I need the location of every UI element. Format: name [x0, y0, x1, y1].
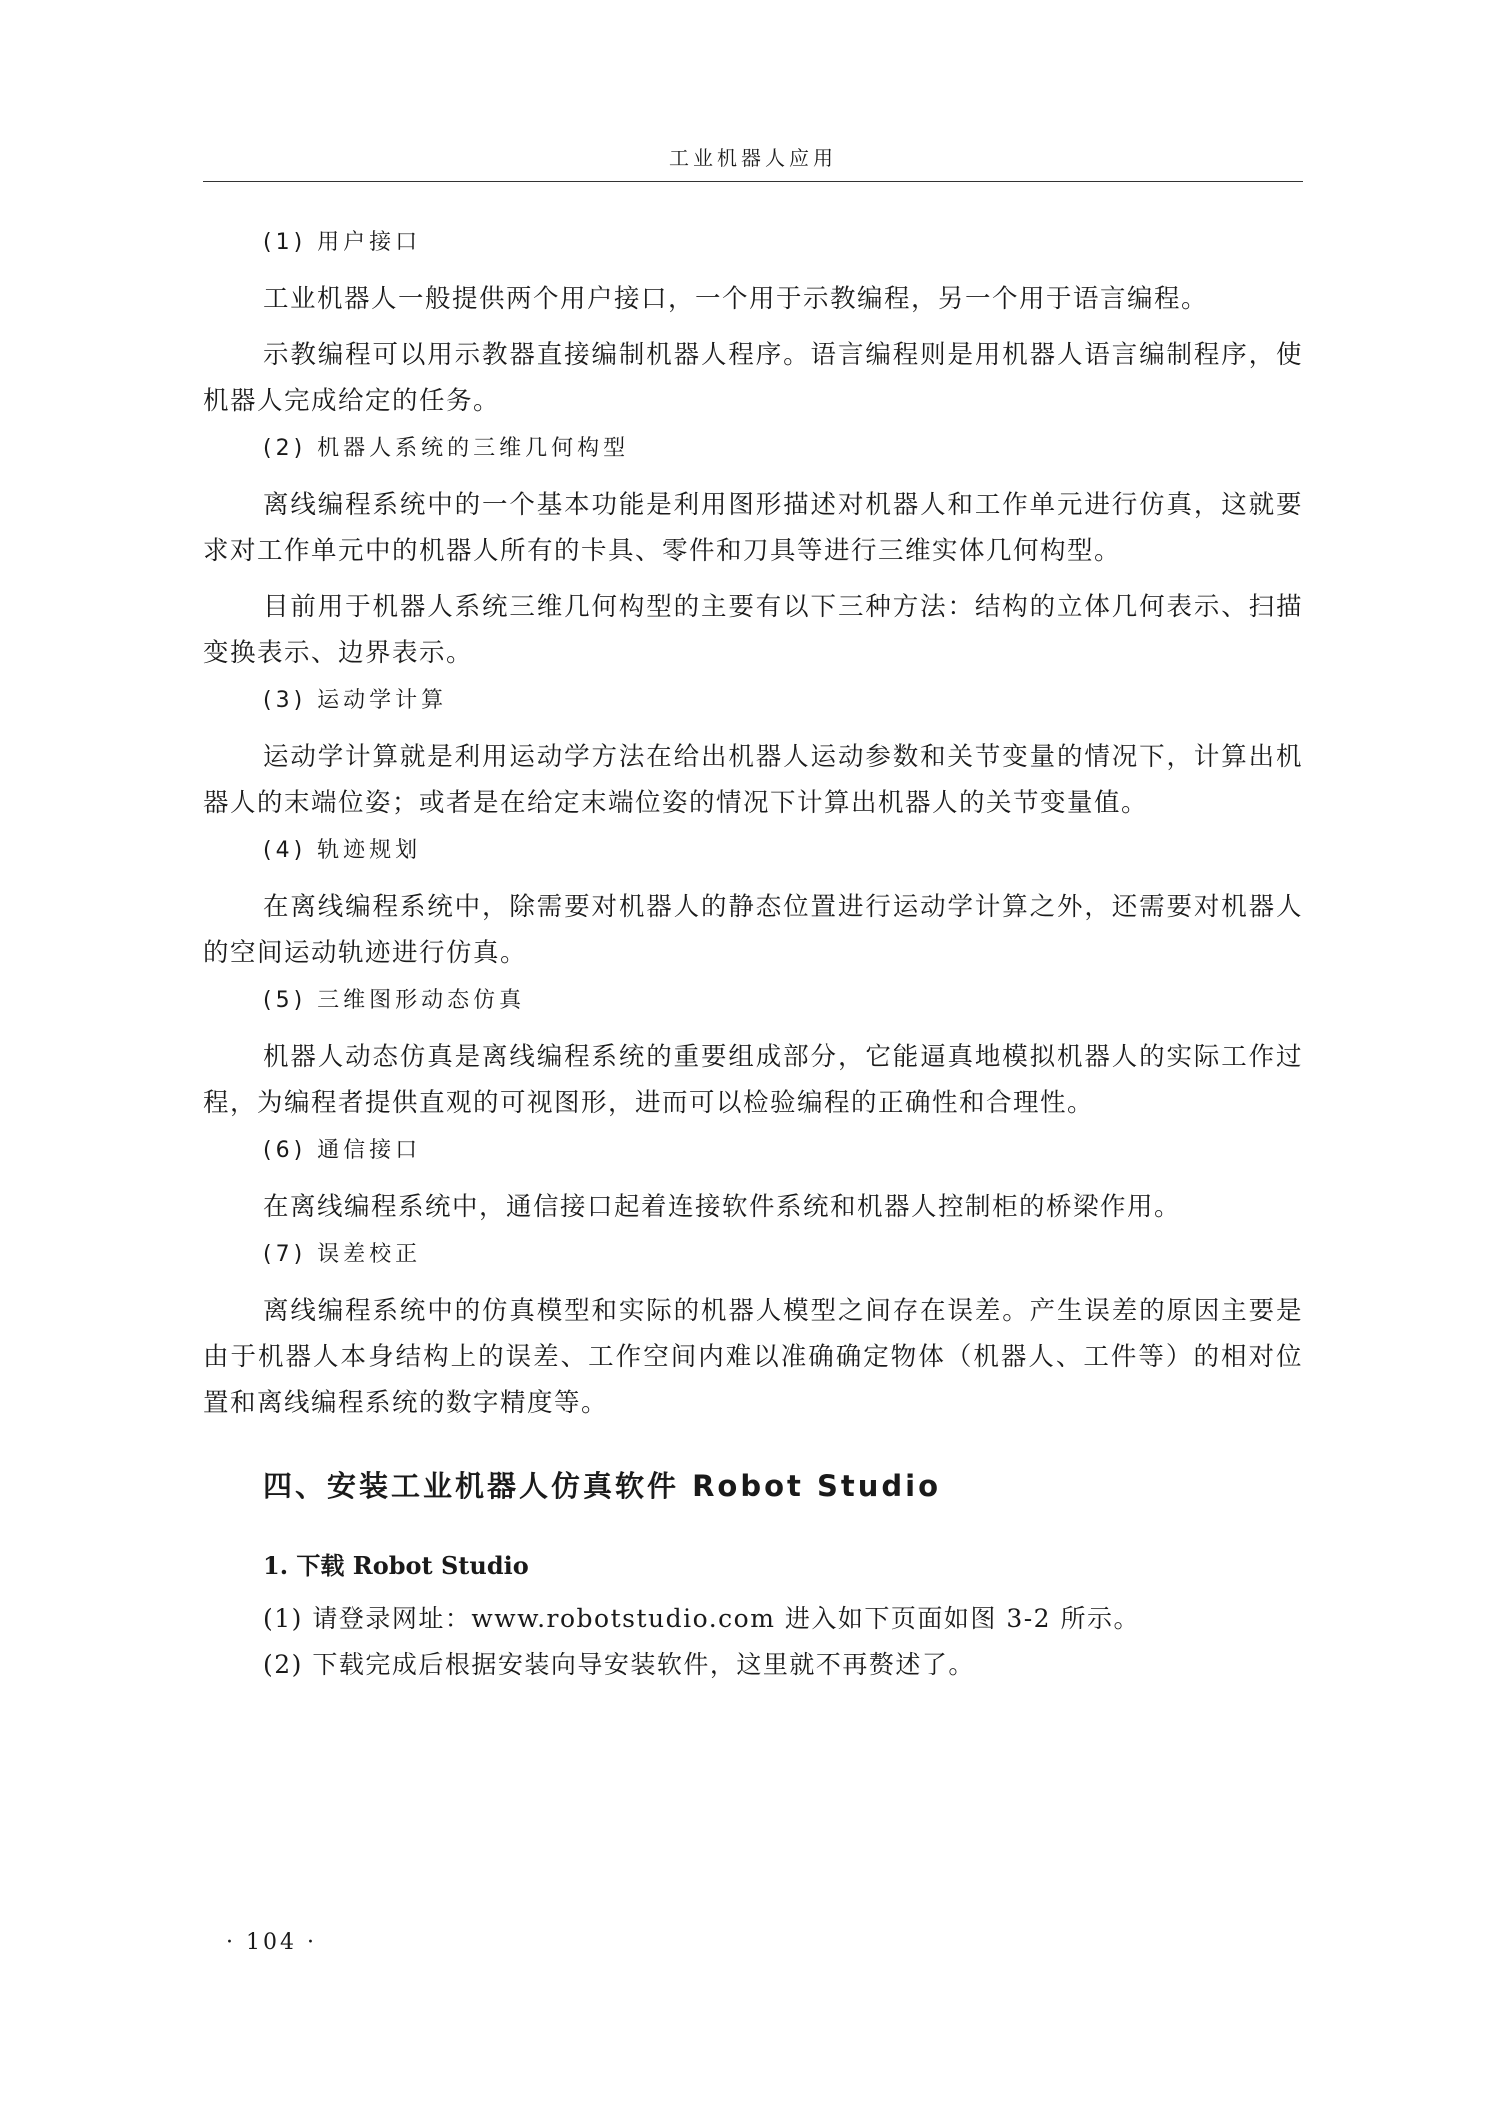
paragraph: 离线编程系统中的仿真模型和实际的机器人模型之间存在误差。产生误差的原因主要是由于机器人本身结构上的误差、工作空间内难以准确确定物体（机器人、工件等）的相对位置和离线编程系统的数字精度等。 [203, 1296, 1303, 1418]
list-item: (2) 下载完成后根据安装向导安装软件，这里就不再赘述了。 [263, 1650, 975, 1679]
subheading-dynamic-simulation: (5) 三维图形动态仿真 [263, 988, 526, 1013]
paragraph: 运动学计算就是利用运动学方法在给出机器人运动参数和关节变量的情况下，计算出机器人的末端位姿；或者是在给定末端位姿的情况下计算出机器人的关节变量值。 [203, 742, 1303, 818]
subheading-3d-modeling: (2) 机器人系统的三维几何构型 [263, 436, 630, 461]
list-item: (1) 请登录网址：www.robotstudio.com 进入如下页面如图 3-2 所示。 [263, 1604, 1141, 1633]
paragraph: 在离线编程系统中，通信接口起着连接软件系统和机器人控制柜的桥梁作用。 [263, 1192, 1182, 1222]
subheading-trajectory-planning: (4) 轨迹规划 [263, 838, 422, 863]
subheading-communication-interface: (6) 通信接口 [263, 1138, 422, 1163]
paragraph: 工业机器人一般提供两个用户接口，一个用于示教编程，另一个用于语言编程。 [263, 284, 1209, 314]
paragraph: 在离线编程系统中，除需要对机器人的静态位置进行运动学计算之外，还需要对机器人的空间运动轨迹进行仿真。 [203, 892, 1303, 968]
paragraph: 离线编程系统中的一个基本功能是利用图形描述对机器人和工作单元进行仿真，这就要求对工作单元中的机器人所有的卡具、零件和刀具等进行三维实体几何构型。 [203, 490, 1303, 566]
subheading-user-interface: (1) 用户接口 [263, 230, 422, 255]
paragraph: 目前用于机器人系统三维几何构型的主要有以下三种方法：结构的立体几何表示、扫描变换表示、边界表示。 [203, 592, 1303, 668]
page-number: · 104 · [226, 1930, 317, 1955]
paragraph: 机器人动态仿真是离线编程系统的重要组成部分，它能逼真地模拟机器人的实际工作过程，为编程者提供直观的可视图形，进而可以检验编程的正确性和合理性。 [203, 1042, 1303, 1118]
running-head-title: 工业机器人应用 [669, 146, 837, 170]
section-title-install: 四、安装工业机器人仿真软件 Robot Studio [263, 1469, 942, 1503]
subsection-title-download: 1. 下载 Robot Studio [263, 1551, 529, 1580]
subheading-error-correction: (7) 误差校正 [263, 1242, 422, 1267]
header-rule [203, 181, 1303, 182]
subheading-kinematics: (3) 运动学计算 [263, 688, 448, 713]
page-body [203, 228, 1303, 1688]
paragraph: 示教编程可以用示教器直接编制机器人程序。语言编程则是用机器人语言编制程序，使机器人完成给定的任务。 [203, 340, 1303, 416]
